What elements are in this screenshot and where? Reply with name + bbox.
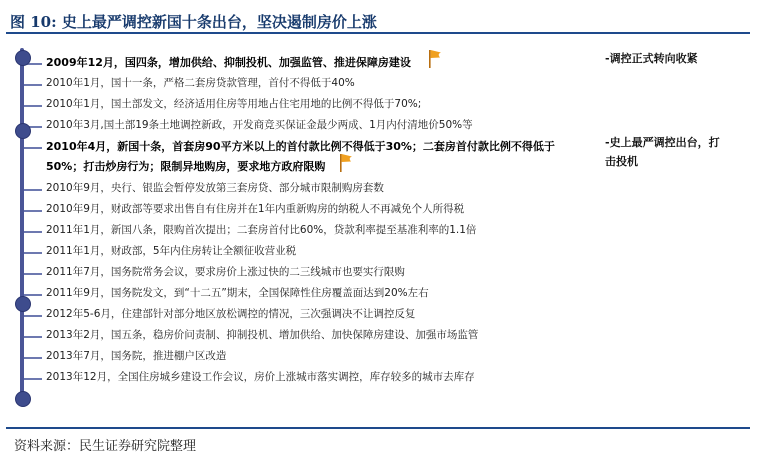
timeline-event: 2011年1月，财政部，5年内住房转让全额征收营业税 [46, 245, 297, 257]
timeline-event: 2010年3月,国土部19条土地调控新政，开发商竞买保证金最少两成、1月内付清地价50%等 [46, 119, 473, 131]
title-divider [6, 32, 750, 34]
flag-icon [428, 49, 442, 69]
timeline-node-icon [15, 50, 31, 66]
timeline-event: 2010年1月，国土部发文，经济适用住房等用地占住宅用地的比例不得低于70%; [46, 98, 422, 110]
side-note-line: -调控正式转向收紧 [605, 52, 698, 65]
timeline-tick [24, 357, 42, 359]
timeline-tick [24, 189, 42, 191]
timeline-tick [24, 105, 42, 107]
side-note-line: -史上最严调控出台，打 [605, 136, 720, 149]
flag-icon [339, 153, 353, 173]
figure-title-bar [6, 6, 750, 34]
timeline-tick [24, 336, 42, 338]
timeline-event: 2010年9月，财政部等要求出售自有住房并在1年内重新购房的纳税人不再减免个人所得税 [46, 203, 465, 215]
timeline-tick [24, 147, 42, 149]
timeline-event: 2013年7月，国务院，推进棚户区改造 [46, 350, 227, 362]
figure-title: 图 10: 史上最严调控新国十条出台，坚决遏制房价上涨 [10, 13, 377, 31]
side-note-line: 击投机 [605, 155, 638, 168]
side-note-strictest [605, 133, 720, 171]
timeline-tick [24, 252, 42, 254]
timeline-node-icon [15, 123, 31, 139]
timeline-tick [24, 315, 42, 317]
footer-divider [6, 427, 750, 429]
timeline-tick [24, 231, 42, 233]
timeline-event: 2010年9月，央行、银监会暂停发放第三套房贷、部分城市限制购房套数 [46, 182, 384, 194]
timeline-tick [24, 294, 42, 296]
timeline-event: 2011年9月，国务院发文，到“十二五”期末，全国保障性住房覆盖面达到20%左右 [46, 287, 429, 299]
timeline-event: 2010年4月，新国十条，首套房90平方米以上的首付款比例不得低于30%；二套房首付款比例不得低于 [46, 140, 555, 153]
side-note-tightening [605, 49, 698, 68]
source-note: 资料来源：民生证券研究院整理 [14, 439, 197, 454]
timeline-event: 2013年12月，全国住房城乡建设工作会议，房价上涨城市落实调控，库存较多的城市去库存 [46, 371, 475, 383]
timeline-event: 2011年7月，国务院常务会议，要求房价上涨过快的二三线城市也要实行限购 [46, 266, 405, 278]
timeline-event: 2013年2月，国五条，稳房价问责制、抑制投机、增加供给、加快保障房建设、加强市场监管 [46, 329, 479, 341]
timeline-event: 2009年12月，国四条，增加供给、抑制投机、加强监管、推进保障房建设 [46, 56, 411, 69]
timeline-tick [24, 378, 42, 380]
timeline-event: 2010年1月，国十一条，严格二套房贷款管理，首付不得低于40% [46, 77, 355, 89]
timeline-node-icon [15, 391, 31, 407]
timeline-event: 2011年1月，新国八条，限购首次提出；二套房首付比60%，贷款利率提至基准利率的1.1倍 [46, 224, 477, 236]
timeline-event: 2012年5-6月，住建部针对部分地区放松调控的情况，三次强调决不让调控反复 [46, 308, 416, 320]
timeline-event: 50%；打击炒房行为；限制异地购房，要求地方政府限购 [46, 160, 326, 173]
timeline-axis [20, 48, 24, 403]
timeline-tick [24, 84, 42, 86]
timeline-tick [24, 210, 42, 212]
timeline-tick [24, 273, 42, 275]
timeline-node-icon [15, 296, 31, 312]
